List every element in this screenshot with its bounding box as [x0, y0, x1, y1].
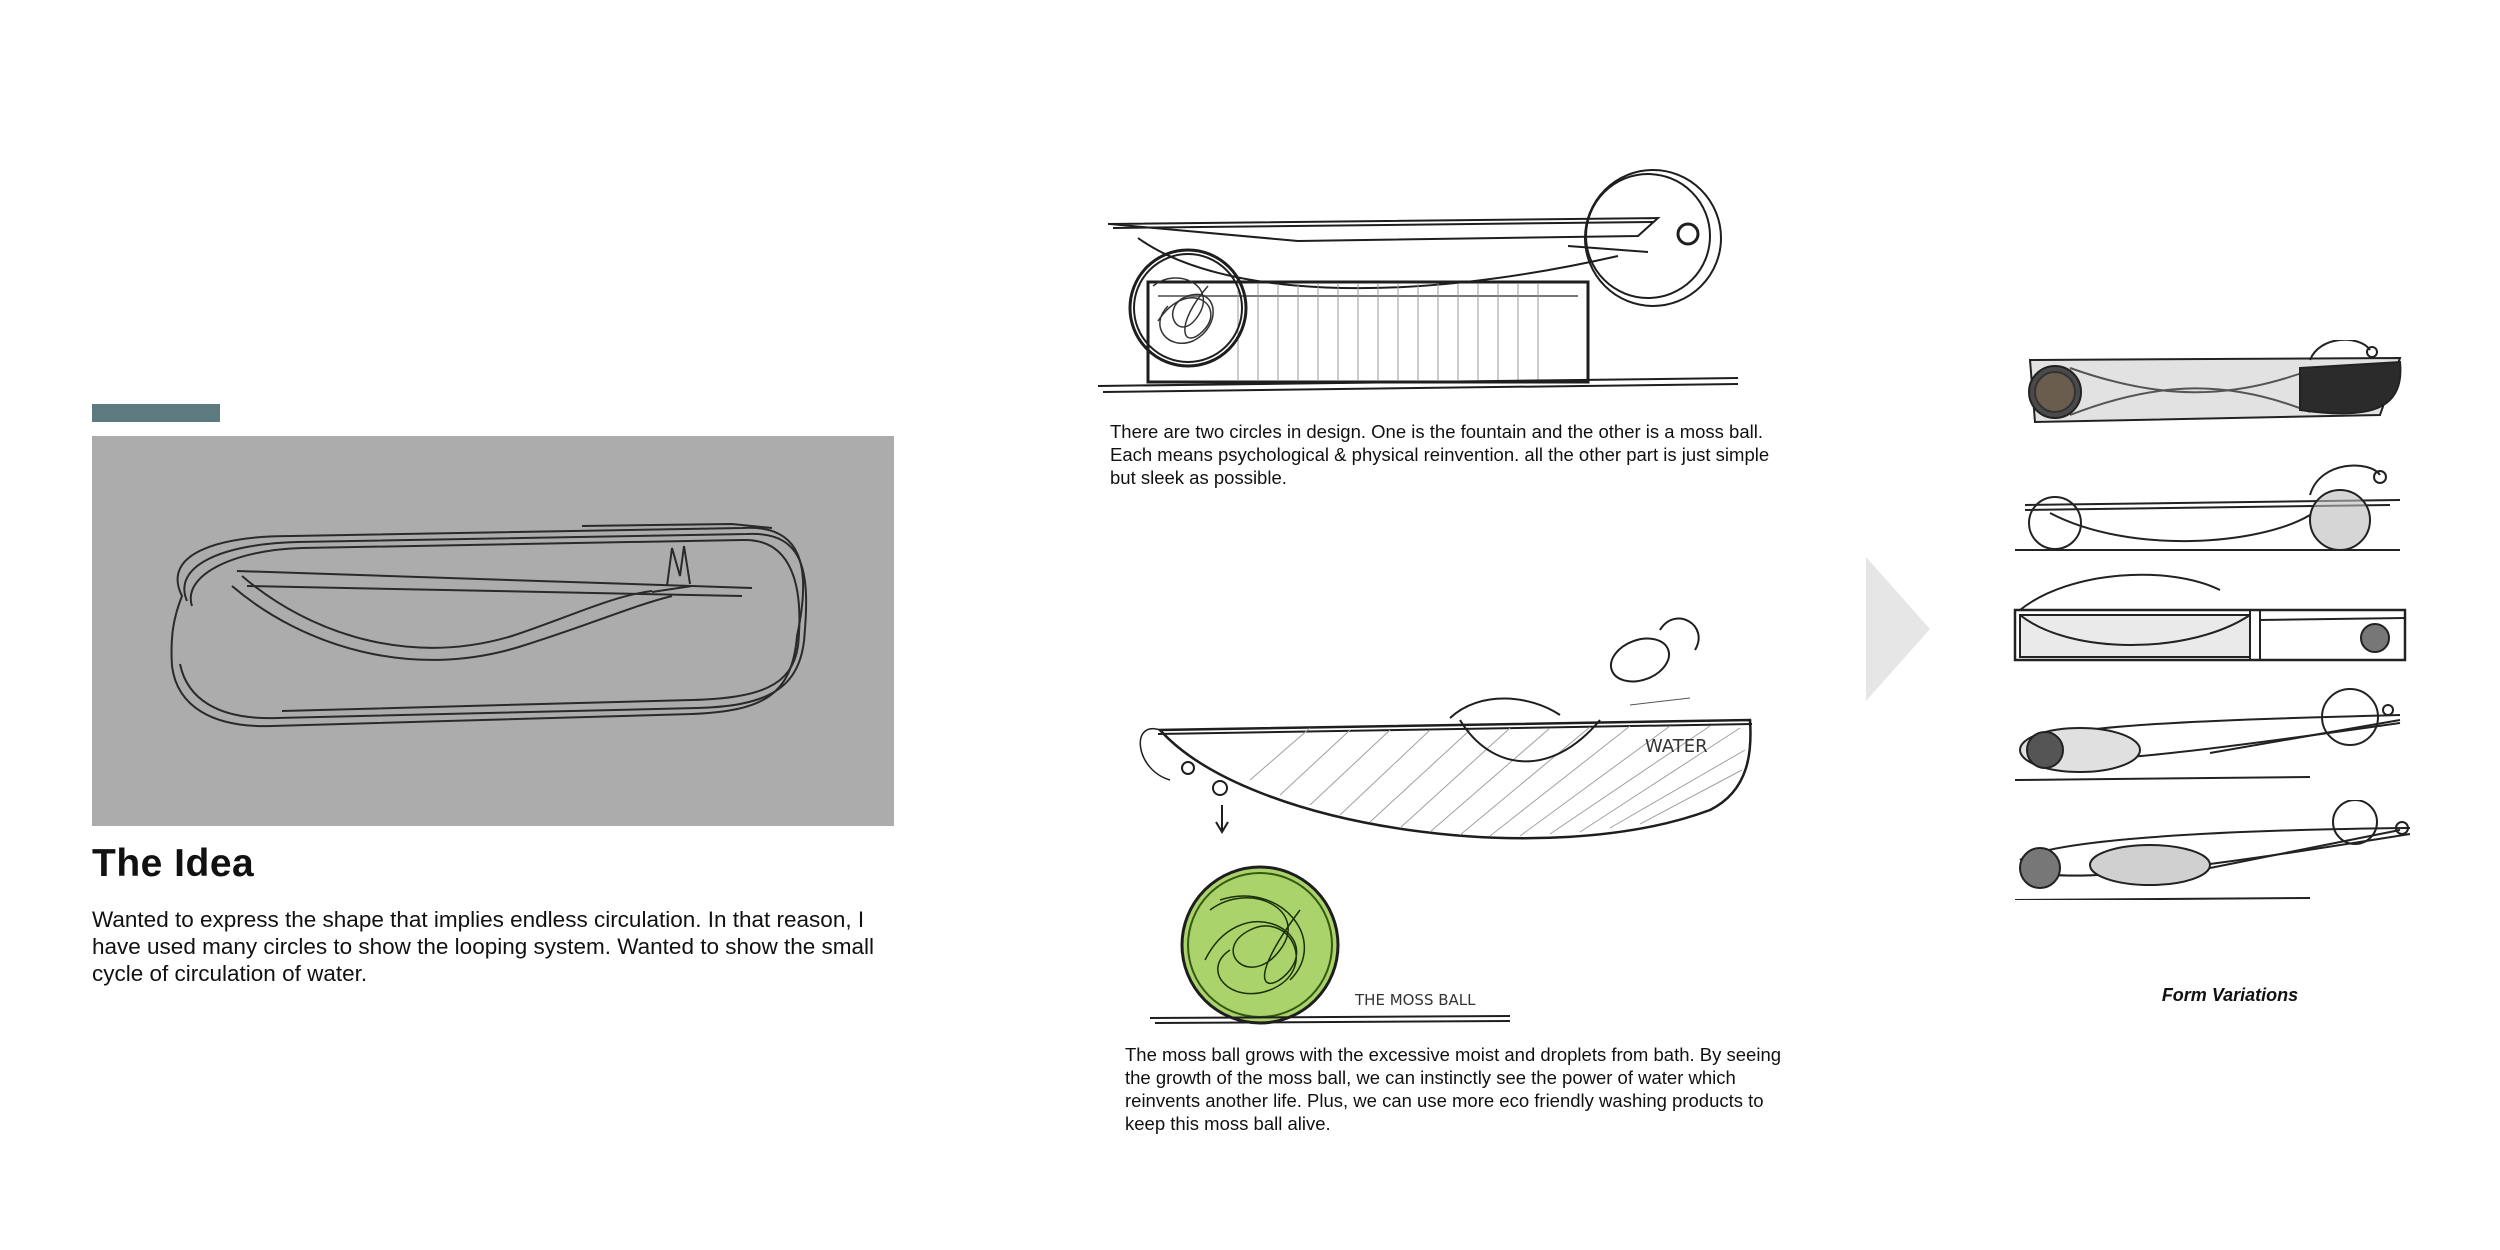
idea-title: The Idea: [92, 842, 255, 885]
moss-ball-sketch-image: [1130, 610, 1770, 1030]
form-variations-group: [2010, 340, 2430, 960]
moss-ball-caption: The moss ball grows with the excessive moist and droplets from bath. By seeing the growth of the moss ball, we can instinctly see the power of water which reinvents another life. Plus, we can use more eco friendly washing products to keep this moss ball alive.: [1125, 1044, 1782, 1134]
idea-description: Wanted to express the shape that implies endless circulation. In that reason, I have used many circles to show the looping system. Wanted to show the small cycle of circulation of water.: [92, 907, 875, 986]
idea-sketch-image: [92, 436, 894, 826]
form-variations-caption: Form Variations: [2161, 985, 2299, 1005]
moss-ball-label: THE MOSS BALL: [1355, 991, 1476, 1009]
form-variation-1: [2010, 340, 2430, 440]
accent-bar: [92, 404, 220, 422]
form-variation-3: [2010, 570, 2430, 670]
fountain-sketch-image: [1098, 156, 1758, 406]
form-variation-4: [2010, 685, 2430, 785]
form-variation-2: [2010, 455, 2430, 555]
chevron-right-icon: [1866, 557, 1930, 701]
form-variation-5: [2010, 800, 2430, 900]
water-label: WATER: [1645, 736, 1708, 757]
fountain-caption: There are two circles in design. One is the fountain and the other is a moss ball. Each means psychological & physical reinvention. all the other part is just simple but sleek as possible.: [1110, 421, 1770, 488]
